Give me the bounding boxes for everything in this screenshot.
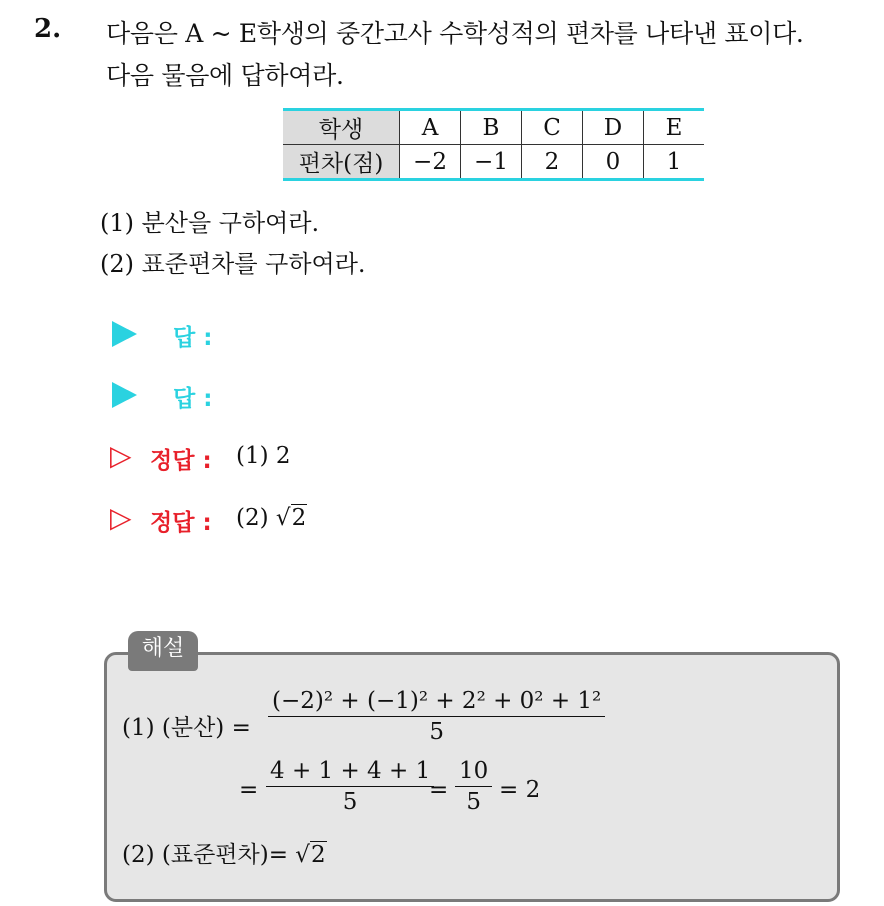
- solution-line4-label: (2) (표준편차)=: [122, 842, 288, 868]
- solution-tab: [128, 631, 198, 671]
- answer-label: 답 :: [173, 386, 213, 412]
- correct-answer-1: [236, 443, 291, 469]
- correct-label: 정답 :: [150, 510, 212, 536]
- problem-number: 2.: [34, 14, 62, 44]
- correct-label: 정답 :: [150, 448, 212, 474]
- fraction-denominator: 5: [268, 716, 605, 745]
- table-row-label: 편차(점): [283, 145, 400, 180]
- solution-line4-value: 2: [310, 842, 326, 868]
- sqrt-icon: √: [295, 842, 310, 868]
- answer-label: 답 :: [173, 325, 213, 351]
- solution-fraction-3: [455, 758, 492, 815]
- fraction-numerator: (−2)² + (−1)² + 2² + 0² + 1²: [272, 688, 602, 714]
- table-header-label: 학생: [283, 110, 400, 145]
- correct-answer-1-num: (1): [236, 443, 269, 469]
- solution-result: = 2: [499, 777, 541, 803]
- correct-arrow-icon: ▷: [110, 501, 132, 534]
- solution-equals: =: [239, 777, 259, 803]
- answer-arrow-icon: [112, 382, 137, 408]
- subquestion-1: (1) 분산을 구하여라.: [100, 209, 320, 237]
- table-cell-student: A: [400, 110, 461, 145]
- table-cell-student: D: [583, 110, 644, 145]
- solution-tab-label: 해설: [141, 636, 185, 661]
- subquestion-2: (2) 표준편차를 구하여라.: [100, 250, 366, 278]
- fraction-denominator: 5: [266, 786, 434, 815]
- sqrt-icon: √: [275, 505, 291, 531]
- correct-answer-1-value: 2: [275, 443, 291, 469]
- problem-text-line2: 다음 물음에 답하여라.: [106, 61, 344, 90]
- table-cell-deviation: 1: [644, 145, 705, 180]
- fraction-denominator: 5: [455, 786, 492, 815]
- sqrt-expression: [276, 505, 307, 531]
- solution-fraction-1: [268, 688, 605, 745]
- sqrt-expression: [295, 842, 326, 868]
- solution-fraction-2: [266, 758, 434, 815]
- correct-answer-2-value: 2: [291, 505, 307, 531]
- correct-answer-2-num: (2): [236, 505, 269, 531]
- table-cell-deviation: 2: [522, 145, 583, 180]
- answer-arrow-icon: [112, 321, 137, 347]
- deviation-table: [283, 108, 704, 181]
- table-cell-deviation: 0: [583, 145, 644, 180]
- fraction-numerator: 10: [459, 758, 489, 784]
- solution-line4: [122, 836, 327, 869]
- table-cell-deviation: −1: [461, 145, 522, 180]
- table-cell-student: E: [644, 110, 705, 145]
- problem-text-line1: 다음은 A ~ E학생의 중간고사 수학성적의 편차를 나타낸 표이다.: [106, 19, 804, 48]
- solution-equals: =: [429, 777, 449, 803]
- table-row-students: [283, 110, 704, 145]
- correct-arrow-icon: ▷: [110, 439, 132, 472]
- fraction-numerator: 4 + 1 + 4 + 1: [270, 758, 431, 784]
- solution-line1-label: (1) (분산) =: [122, 715, 251, 741]
- table-cell-deviation: −2: [400, 145, 461, 180]
- correct-answer-2: [236, 505, 307, 531]
- table-cell-student: B: [461, 110, 522, 145]
- table-cell-student: C: [522, 110, 583, 145]
- table-row-deviations: [283, 145, 704, 180]
